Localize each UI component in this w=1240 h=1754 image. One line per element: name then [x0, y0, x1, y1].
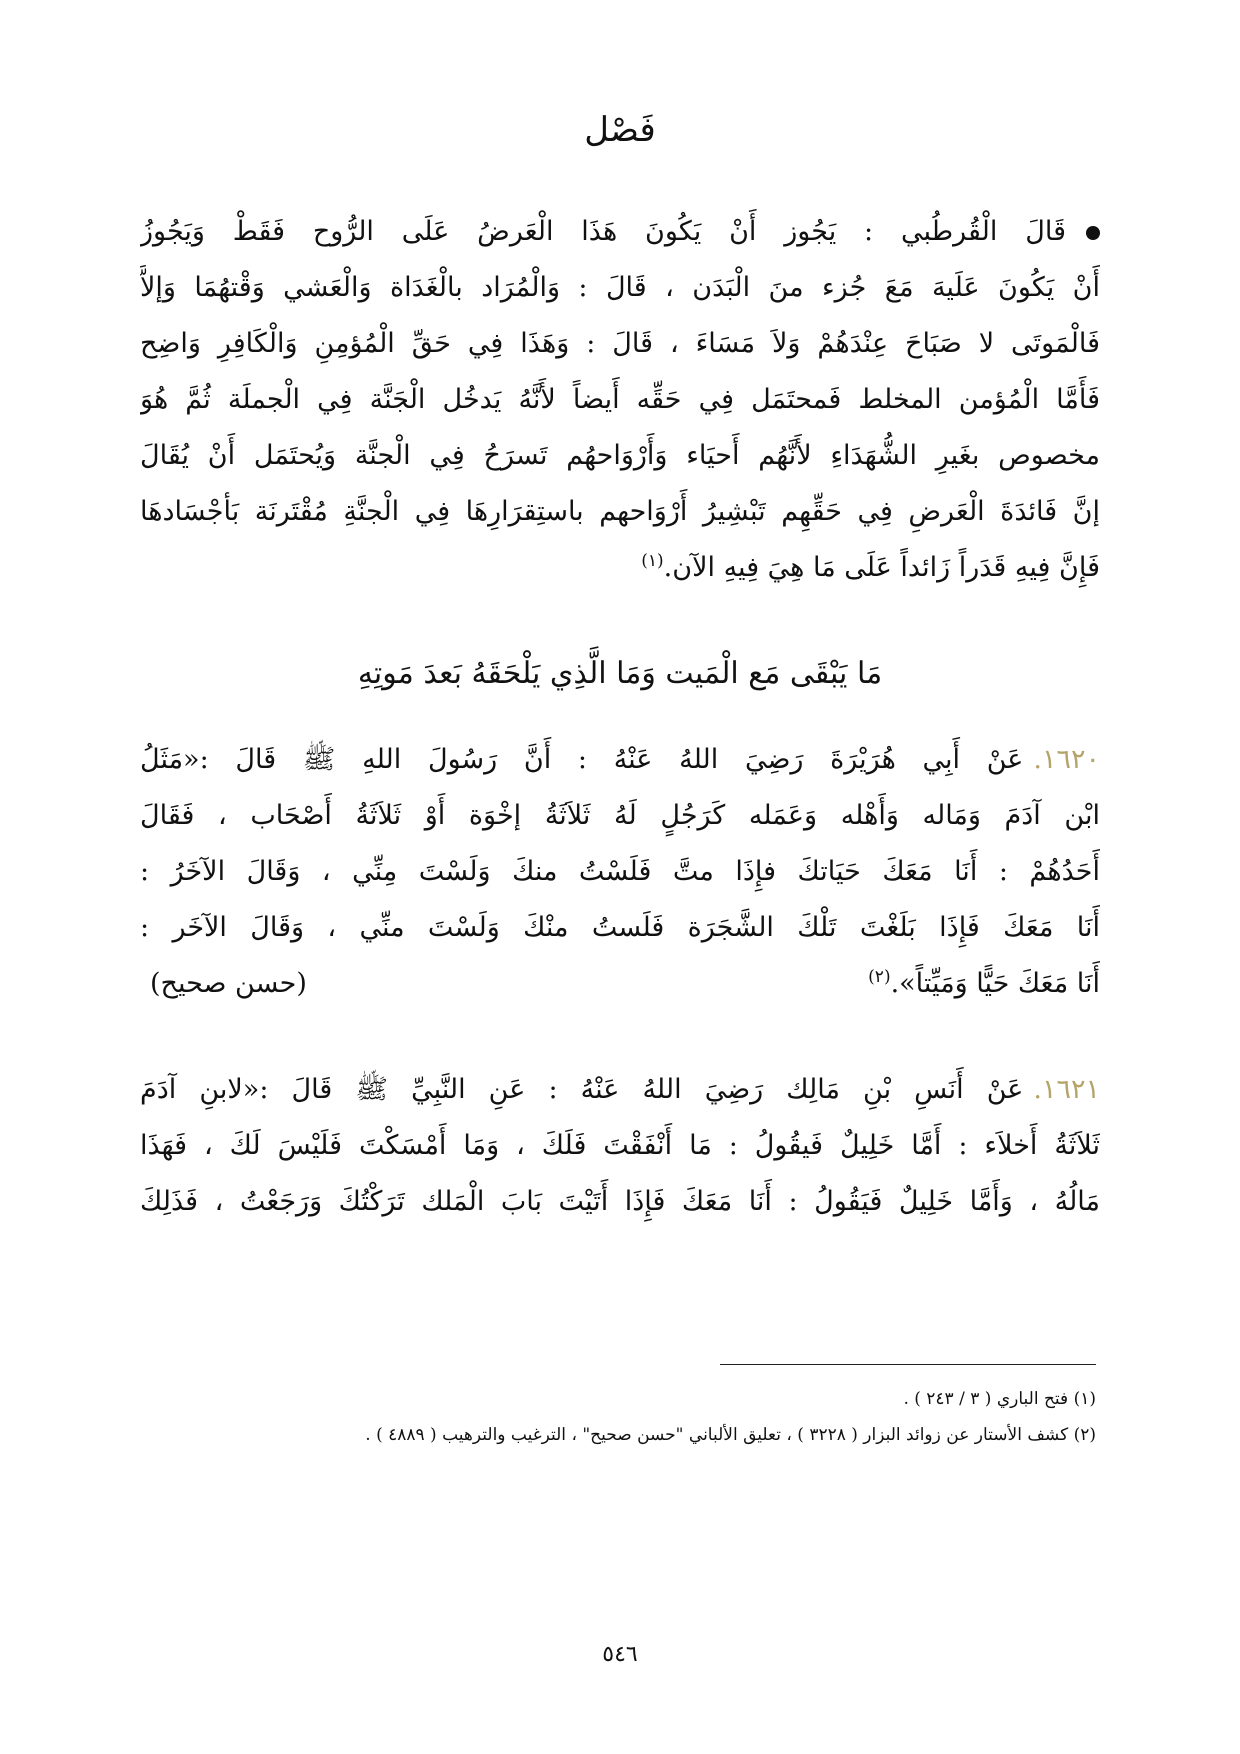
intro-line-6: إنَّ فَائدَةَ الْعَرضِ فِي حَقِّهِم تَبْشِيرُ أَرْوَاحهم باستِقرَارِهَا فِي الْجنَّةِ مُقْتَرنَة بَأجْسَادهَا: [140, 496, 1100, 527]
subheading: مَا يَبْقَى مَع الْمَيت وَمَا الَّذِي يَلْحَقَهُ بَعدَ مَوتِهِ: [357, 656, 883, 691]
intro-line-5: مخصوص بغَيرِ الشُّهَدَاءِ لأَنَّهُم أَحيَاء وَأَرْوَاحهُم تَسرَحُ فِي الْجنَّة وَيُحتَمَل أَنْ يُقَالَ: [140, 440, 1100, 471]
hadith-1621-line-3: مَالُهُ ، وَأَمَّا خَلِيلٌ فَيَقُولُ : أَنَا مَعَكَ فَإِذَا أَتَيْتَ بَابَ الْمَلك تَرَكْتُكَ وَرَجَعْتُ ، فَذَلِكَ: [140, 1186, 1100, 1217]
bullet-icon: [1086, 226, 1100, 240]
footnote-ref-1[interactable]: (١): [641, 551, 664, 571]
section-title: فَصْل: [584, 110, 656, 150]
hadith-1620-line-2: ابْن آدَمَ وَمَاله وَأَهْله وَعَمَله كَرَجُلٍ لَهُ ثَلاَثَةُ إخْوَة أَوْ ثَلاَثَةُ أَصْحَاب ، فَقَالَ: [140, 800, 1100, 831]
footnote-1: (١) فتح الباري ( ٣ / ٢٤٣ ) .: [903, 1389, 1096, 1409]
intro-line-3: فَالْمَوتَى لا صَبَاحَ عِنْدَهُمْ وَلاَ مَسَاءَ ، قَالَ : وَهَذَا فِي حَقِّ الْمُؤمِنِ وَالْكَافِرِ وَاضِح: [140, 328, 1100, 359]
intro-line-2: أَنْ يَكُونَ عَلَيهَ مَعَ جُزء منَ الْبَدَن ، قَالَ : وَالْمُرَاد بالْغَدَاة وَالْعَشي وَقْتهُمَا وَإلاَّ: [140, 272, 1100, 303]
hadith-grade: (حسن صحيح): [150, 968, 307, 999]
hadith-1621-line-2: ثَلاَثَةُ أَخلاَء : أَمَّا خَلِيلٌ فَيقُولُ : مَا أَنْفَقْتَ فَلَكَ ، وَمَا أَمْسَكْتَ فَلَيْسَ لَكَ ، فَهَذَا: [140, 1130, 1100, 1161]
hadith-1621-line-1: ١٦٢١.عَنْ أَنَسِ بْنِ مَالِك رَضِيَ اللهُ عَنْهُ : عَنِ النَّبِيِّ ﷺ قَالَ :«لابنِ آدَمَ: [140, 1074, 1100, 1105]
page-number: ٥٤٦: [602, 1642, 638, 1667]
intro-line-1: قَالَ الْقُرطُبي : يَجُوز أَنْ يَكُونَ هَذَا الْعَرضُ عَلَى الرُّوح فَقَطْ وَيَجُوزُ: [140, 206, 1100, 258]
intro-line-7: فَإِنَّ فِيهِ قَدَراً زَائداً عَلَى مَا هِيَ فِيهِ الآن.$^{(١)}$: [641, 551, 1100, 583]
footnote-2: (٢) كشف الأستار عن زوائد البزار ( ٣٢٢٨ ) ، تعليق الألباني "حسن صحيح" ، الترغيب والترهيب ( ٤٨٨٩ ) .: [365, 1425, 1096, 1445]
intro-line-4: فَأَمَّا الْمُؤمن المخلط فَمحتَمَل فِي حَقِّه أَيضاً لأَنَّهُ يَدخُل الْجَنَّة فِي الْجملَة ثُمَّ هُوَ: [140, 384, 1100, 415]
hadith-number: ١٦٢٠.: [1033, 744, 1100, 775]
footnote-ref-2[interactable]: (٢): [868, 967, 891, 987]
hadith-1620-line-5: أَنَا مَعَكَ حَيًّا وَمَيِّتاً».$^{(٢)}$: [868, 967, 1100, 999]
hadith-1620-line-3: أَحَدُهُمْ : أَنَا مَعَكَ حَيَاتكَ فإِذَا متَّ فَلَسْتُ منكَ وَلَسْتَ مِنِّي ، وَقَالَ الآخَرُ :: [140, 856, 1100, 887]
hadith-1620-line-1: ١٦٢٠.عَنْ أَبِي هُرَيْرَةَ رَضِيَ اللهُ عَنْهُ : أَنَّ رَسُولَ اللهِ ﷺ قَالَ :«مَثَلُ: [140, 744, 1100, 775]
hadith-number: ١٦٢١.: [1033, 1074, 1100, 1105]
footnote-divider: [720, 1364, 1096, 1365]
hadith-1620-line-4: أَنَا مَعَكَ فَإِذَا بَلَغْتَ تَلْكَ الشَّجَرَة فَلَستُ منْكَ وَلَسْتَ منِّي ، وَقَالَ الآخَر :: [140, 912, 1100, 943]
